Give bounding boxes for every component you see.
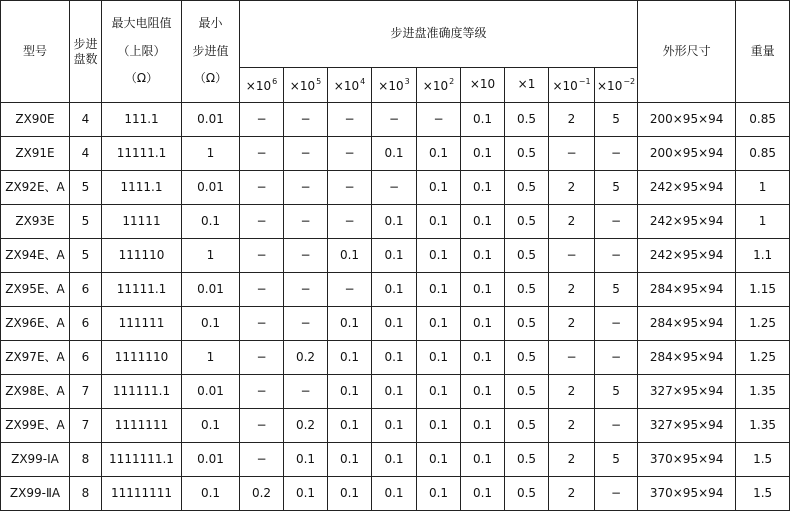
cell-max-resistance: 111111.1 bbox=[102, 375, 182, 409]
cell-accuracy: − bbox=[595, 477, 638, 511]
accuracy-col-label bbox=[333, 76, 366, 93]
cell-accuracy: − bbox=[328, 137, 372, 171]
cell-accuracy: − bbox=[328, 103, 372, 137]
cell-model: ZX95E、A bbox=[1, 273, 70, 307]
cell-accuracy: 0.5 bbox=[505, 341, 549, 375]
accuracy-col-label bbox=[289, 76, 322, 93]
accuracy-col-base: ×10 bbox=[378, 78, 404, 93]
header-accuracy-col bbox=[595, 68, 638, 103]
table-row bbox=[1, 307, 790, 341]
cell-dimensions: 242×95×94 bbox=[638, 171, 736, 205]
accuracy-col-base: ×10 bbox=[333, 78, 360, 93]
cell-accuracy: 0.5 bbox=[505, 171, 549, 205]
cell-accuracy: 5 bbox=[595, 103, 638, 137]
cell-min-step: 1 bbox=[182, 137, 240, 171]
cell-dial-count: 6 bbox=[70, 307, 102, 341]
header-accuracy-col bbox=[284, 68, 328, 103]
cell-dial-count: 5 bbox=[70, 171, 102, 205]
cell-accuracy: 0.1 bbox=[372, 137, 417, 171]
cell-accuracy: 0.1 bbox=[461, 103, 505, 137]
header-dimensions: 外形尺寸 bbox=[638, 1, 736, 103]
accuracy-col-base: ×10 bbox=[289, 78, 316, 93]
cell-accuracy: 0.5 bbox=[505, 477, 549, 511]
cell-accuracy: 0.1 bbox=[417, 137, 461, 171]
cell-dial-count: 4 bbox=[70, 103, 102, 137]
cell-dimensions: 327×95×94 bbox=[638, 409, 736, 443]
cell-dimensions: 200×95×94 bbox=[638, 103, 736, 137]
cell-dial-count: 5 bbox=[70, 239, 102, 273]
cell-accuracy: 0.1 bbox=[328, 341, 372, 375]
accuracy-col-exponent: 3 bbox=[404, 76, 410, 86]
cell-accuracy: 5 bbox=[595, 273, 638, 307]
accuracy-col-label bbox=[470, 77, 495, 91]
table-row bbox=[1, 239, 790, 273]
cell-min-step: 0.01 bbox=[182, 103, 240, 137]
header-accuracy-col bbox=[505, 68, 549, 103]
cell-accuracy: − bbox=[372, 103, 417, 137]
cell-accuracy: − bbox=[595, 205, 638, 239]
cell-accuracy: − bbox=[549, 137, 595, 171]
cell-model: ZX93E bbox=[1, 205, 70, 239]
accuracy-col-exponent: −2 bbox=[623, 76, 636, 86]
cell-dial-count: 4 bbox=[70, 137, 102, 171]
cell-accuracy: 0.1 bbox=[417, 477, 461, 511]
cell-dimensions: 242×95×94 bbox=[638, 205, 736, 239]
cell-model: ZX94E、A bbox=[1, 239, 70, 273]
cell-accuracy: 0.5 bbox=[505, 103, 549, 137]
cell-accuracy: 0.1 bbox=[417, 341, 461, 375]
accuracy-col-label bbox=[552, 76, 591, 93]
cell-model: ZX99E、A bbox=[1, 409, 70, 443]
header-min-step bbox=[182, 1, 240, 103]
cell-accuracy: − bbox=[240, 205, 284, 239]
cell-max-resistance: 111.1 bbox=[102, 103, 182, 137]
cell-accuracy: 0.5 bbox=[505, 409, 549, 443]
table-row bbox=[1, 341, 790, 375]
header-accuracy-col bbox=[549, 68, 595, 103]
cell-accuracy: 0.1 bbox=[372, 307, 417, 341]
cell-min-step: 1 bbox=[182, 239, 240, 273]
cell-max-resistance: 1111110 bbox=[102, 341, 182, 375]
cell-weight: 1.25 bbox=[736, 307, 790, 341]
cell-dimensions: 200×95×94 bbox=[638, 137, 736, 171]
table-row bbox=[1, 409, 790, 443]
cell-accuracy: − bbox=[240, 409, 284, 443]
cell-accuracy: 0.5 bbox=[505, 375, 549, 409]
header-accuracy-col bbox=[328, 68, 372, 103]
cell-accuracy: 0.1 bbox=[417, 205, 461, 239]
header-weight: 重量 bbox=[736, 1, 790, 103]
cell-weight: 1.1 bbox=[736, 239, 790, 273]
cell-accuracy: − bbox=[284, 137, 328, 171]
table-row bbox=[1, 273, 790, 307]
header-accuracy-col bbox=[417, 68, 461, 103]
cell-accuracy: − bbox=[284, 375, 328, 409]
accuracy-col-base: ×10 bbox=[245, 78, 272, 93]
cell-accuracy: 0.1 bbox=[328, 239, 372, 273]
cell-dial-count: 6 bbox=[70, 273, 102, 307]
cell-accuracy: − bbox=[417, 103, 461, 137]
cell-max-resistance: 111111 bbox=[102, 307, 182, 341]
cell-max-resistance: 11111 bbox=[102, 205, 182, 239]
cell-max-resistance: 11111.1 bbox=[102, 137, 182, 171]
cell-accuracy: − bbox=[240, 443, 284, 477]
cell-min-step: 0.01 bbox=[182, 171, 240, 205]
cell-accuracy: 0.1 bbox=[372, 205, 417, 239]
cell-accuracy: 0.1 bbox=[461, 171, 505, 205]
cell-accuracy: 0.1 bbox=[461, 375, 505, 409]
header-dial-count-line2: 盘数 bbox=[73, 51, 98, 66]
cell-accuracy: 5 bbox=[595, 443, 638, 477]
cell-accuracy: 5 bbox=[595, 171, 638, 205]
accuracy-col-base: ×10 bbox=[597, 78, 623, 93]
cell-accuracy: 0.5 bbox=[505, 273, 549, 307]
cell-accuracy: 0.5 bbox=[505, 443, 549, 477]
accuracy-col-exponent: 6 bbox=[272, 76, 278, 86]
accuracy-col-label bbox=[422, 76, 455, 93]
cell-dial-count: 6 bbox=[70, 341, 102, 375]
table-row bbox=[1, 477, 790, 511]
cell-accuracy: 0.1 bbox=[417, 273, 461, 307]
cell-dial-count: 8 bbox=[70, 443, 102, 477]
cell-accuracy: 0.1 bbox=[417, 307, 461, 341]
cell-accuracy: 0.1 bbox=[417, 375, 461, 409]
cell-dimensions: 284×95×94 bbox=[638, 341, 736, 375]
cell-dimensions: 327×95×94 bbox=[638, 375, 736, 409]
cell-accuracy: 2 bbox=[549, 307, 595, 341]
cell-weight: 1.5 bbox=[736, 443, 790, 477]
cell-model: ZX96E、A bbox=[1, 307, 70, 341]
cell-accuracy: − bbox=[240, 341, 284, 375]
cell-accuracy: 0.5 bbox=[505, 137, 549, 171]
cell-accuracy: 0.1 bbox=[284, 443, 328, 477]
cell-max-resistance: 1111111.1 bbox=[102, 443, 182, 477]
cell-accuracy: 2 bbox=[549, 477, 595, 511]
cell-accuracy: 0.1 bbox=[372, 443, 417, 477]
cell-max-resistance: 1111111 bbox=[102, 409, 182, 443]
cell-accuracy: − bbox=[328, 273, 372, 307]
cell-accuracy: − bbox=[595, 409, 638, 443]
cell-min-step: 0.1 bbox=[182, 307, 240, 341]
cell-accuracy: − bbox=[240, 375, 284, 409]
header-dial-count bbox=[70, 1, 102, 103]
cell-accuracy: − bbox=[240, 239, 284, 273]
cell-accuracy: 0.1 bbox=[461, 137, 505, 171]
cell-accuracy: 0.1 bbox=[417, 409, 461, 443]
accuracy-col-exponent: 2 bbox=[449, 76, 455, 86]
cell-accuracy: − bbox=[240, 137, 284, 171]
cell-accuracy: − bbox=[240, 103, 284, 137]
header-max-resistance bbox=[102, 1, 182, 103]
cell-dial-count: 7 bbox=[70, 409, 102, 443]
cell-accuracy: 0.2 bbox=[284, 409, 328, 443]
cell-accuracy: − bbox=[595, 137, 638, 171]
header-accuracy-group: 步进盘准确度等级 bbox=[240, 1, 638, 68]
cell-model: ZX90E bbox=[1, 103, 70, 137]
cell-dimensions: 284×95×94 bbox=[638, 273, 736, 307]
cell-accuracy: − bbox=[284, 239, 328, 273]
accuracy-col-exponent: 5 bbox=[316, 76, 322, 86]
cell-accuracy: 0.1 bbox=[328, 307, 372, 341]
cell-accuracy: 0.5 bbox=[505, 239, 549, 273]
cell-model: ZX99-ⅡA bbox=[1, 477, 70, 511]
cell-accuracy: 0.1 bbox=[328, 443, 372, 477]
cell-weight: 1.25 bbox=[736, 341, 790, 375]
cell-weight: 1 bbox=[736, 205, 790, 239]
cell-accuracy: 0.1 bbox=[372, 273, 417, 307]
header-min-step-line1: 最小 bbox=[198, 15, 223, 30]
table-body bbox=[1, 103, 790, 511]
cell-accuracy: 2 bbox=[549, 409, 595, 443]
cell-accuracy: − bbox=[595, 341, 638, 375]
cell-max-resistance: 111110 bbox=[102, 239, 182, 273]
cell-max-resistance: 11111111 bbox=[102, 477, 182, 511]
cell-accuracy: 0.1 bbox=[372, 375, 417, 409]
cell-accuracy: 2 bbox=[549, 375, 595, 409]
cell-accuracy: − bbox=[549, 239, 595, 273]
header-min-step-line3: （Ω） bbox=[193, 71, 228, 86]
cell-accuracy: 0.1 bbox=[461, 341, 505, 375]
cell-accuracy: − bbox=[284, 103, 328, 137]
cell-accuracy: 0.1 bbox=[461, 239, 505, 273]
accuracy-col-exponent: −1 bbox=[578, 76, 591, 86]
table-row bbox=[1, 205, 790, 239]
cell-accuracy: 0.1 bbox=[284, 477, 328, 511]
accuracy-col-base: ×10 bbox=[469, 77, 496, 92]
cell-accuracy: 5 bbox=[595, 375, 638, 409]
cell-accuracy: 0.1 bbox=[372, 239, 417, 273]
cell-dial-count: 5 bbox=[70, 205, 102, 239]
cell-accuracy: − bbox=[284, 171, 328, 205]
cell-accuracy: 2 bbox=[549, 205, 595, 239]
cell-accuracy: − bbox=[595, 239, 638, 273]
cell-accuracy: 0.1 bbox=[372, 409, 417, 443]
cell-accuracy: − bbox=[240, 171, 284, 205]
cell-accuracy: − bbox=[240, 307, 284, 341]
cell-dimensions: 370×95×94 bbox=[638, 477, 736, 511]
cell-weight: 1 bbox=[736, 171, 790, 205]
cell-min-step: 0.01 bbox=[182, 273, 240, 307]
cell-dimensions: 242×95×94 bbox=[638, 239, 736, 273]
cell-accuracy: − bbox=[328, 205, 372, 239]
header-max-res-line3: （Ω） bbox=[124, 71, 159, 86]
header-accuracy-col bbox=[461, 68, 505, 103]
cell-accuracy: − bbox=[284, 307, 328, 341]
cell-accuracy: − bbox=[595, 307, 638, 341]
cell-accuracy: 2 bbox=[549, 443, 595, 477]
accuracy-col-label bbox=[597, 76, 636, 93]
cell-weight: 1.5 bbox=[736, 477, 790, 511]
cell-min-step: 0.1 bbox=[182, 409, 240, 443]
table-row bbox=[1, 171, 790, 205]
cell-accuracy: 0.1 bbox=[461, 477, 505, 511]
table-row bbox=[1, 137, 790, 171]
cell-min-step: 0.1 bbox=[182, 205, 240, 239]
cell-model: ZX99-ⅠA bbox=[1, 443, 70, 477]
cell-accuracy: − bbox=[328, 171, 372, 205]
accuracy-col-label bbox=[245, 76, 278, 93]
cell-accuracy: 0.1 bbox=[417, 239, 461, 273]
cell-accuracy: 0.1 bbox=[328, 375, 372, 409]
cell-model: ZX97E、A bbox=[1, 341, 70, 375]
cell-dial-count: 8 bbox=[70, 477, 102, 511]
cell-min-step: 0.01 bbox=[182, 443, 240, 477]
cell-model: ZX91E bbox=[1, 137, 70, 171]
cell-max-resistance: 1111.1 bbox=[102, 171, 182, 205]
accuracy-col-base: ×10 bbox=[552, 78, 578, 93]
cell-accuracy: 0.5 bbox=[505, 307, 549, 341]
cell-max-resistance: 11111.1 bbox=[102, 273, 182, 307]
table-row bbox=[1, 443, 790, 477]
header-dial-count-line1: 步进 bbox=[73, 37, 98, 52]
cell-dimensions: 284×95×94 bbox=[638, 307, 736, 341]
cell-weight: 0.85 bbox=[736, 103, 790, 137]
table-header bbox=[1, 1, 790, 103]
cell-accuracy: 0.1 bbox=[372, 341, 417, 375]
cell-dial-count: 7 bbox=[70, 375, 102, 409]
cell-weight: 1.35 bbox=[736, 375, 790, 409]
cell-accuracy: 0.2 bbox=[240, 477, 284, 511]
cell-accuracy: − bbox=[284, 273, 328, 307]
accuracy-col-label bbox=[378, 76, 410, 93]
accuracy-col-exponent: 4 bbox=[360, 76, 366, 86]
cell-accuracy: 0.1 bbox=[417, 443, 461, 477]
cell-accuracy: 0.1 bbox=[461, 443, 505, 477]
cell-accuracy: 0.1 bbox=[461, 307, 505, 341]
header-max-res-line2: （上限） bbox=[117, 43, 166, 58]
cell-accuracy: 2 bbox=[549, 103, 595, 137]
header-max-res-line1: 最大电阻值 bbox=[111, 15, 172, 30]
cell-accuracy: 0.1 bbox=[461, 409, 505, 443]
cell-dimensions: 370×95×94 bbox=[638, 443, 736, 477]
cell-accuracy: − bbox=[372, 171, 417, 205]
cell-min-step: 1 bbox=[182, 341, 240, 375]
cell-accuracy: 2 bbox=[549, 171, 595, 205]
cell-model: ZX92E、A bbox=[1, 171, 70, 205]
header-accuracy-col bbox=[372, 68, 417, 103]
header-model: 型号 bbox=[1, 1, 70, 103]
cell-accuracy: 0.1 bbox=[461, 205, 505, 239]
cell-min-step: 0.1 bbox=[182, 477, 240, 511]
cell-accuracy: 0.1 bbox=[328, 477, 372, 511]
cell-accuracy: 0.2 bbox=[284, 341, 328, 375]
cell-accuracy: 0.1 bbox=[328, 409, 372, 443]
cell-accuracy: 0.5 bbox=[505, 205, 549, 239]
cell-model: ZX98E、A bbox=[1, 375, 70, 409]
cell-accuracy: − bbox=[240, 273, 284, 307]
cell-accuracy: 0.1 bbox=[461, 273, 505, 307]
cell-weight: 1.15 bbox=[736, 273, 790, 307]
accuracy-col-base: ×1 bbox=[517, 77, 536, 92]
accuracy-col-label bbox=[518, 77, 536, 91]
table-row bbox=[1, 103, 790, 137]
table-row bbox=[1, 375, 790, 409]
cell-min-step: 0.01 bbox=[182, 375, 240, 409]
cell-accuracy: − bbox=[549, 341, 595, 375]
cell-weight: 1.35 bbox=[736, 409, 790, 443]
header-min-step-line2: 步进值 bbox=[192, 43, 229, 58]
accuracy-col-base: ×10 bbox=[422, 78, 449, 93]
cell-weight: 0.85 bbox=[736, 137, 790, 171]
cell-accuracy: 2 bbox=[549, 273, 595, 307]
cell-accuracy: 0.1 bbox=[372, 477, 417, 511]
header-accuracy-col bbox=[240, 68, 284, 103]
cell-accuracy: − bbox=[284, 205, 328, 239]
cell-accuracy: 0.1 bbox=[417, 171, 461, 205]
